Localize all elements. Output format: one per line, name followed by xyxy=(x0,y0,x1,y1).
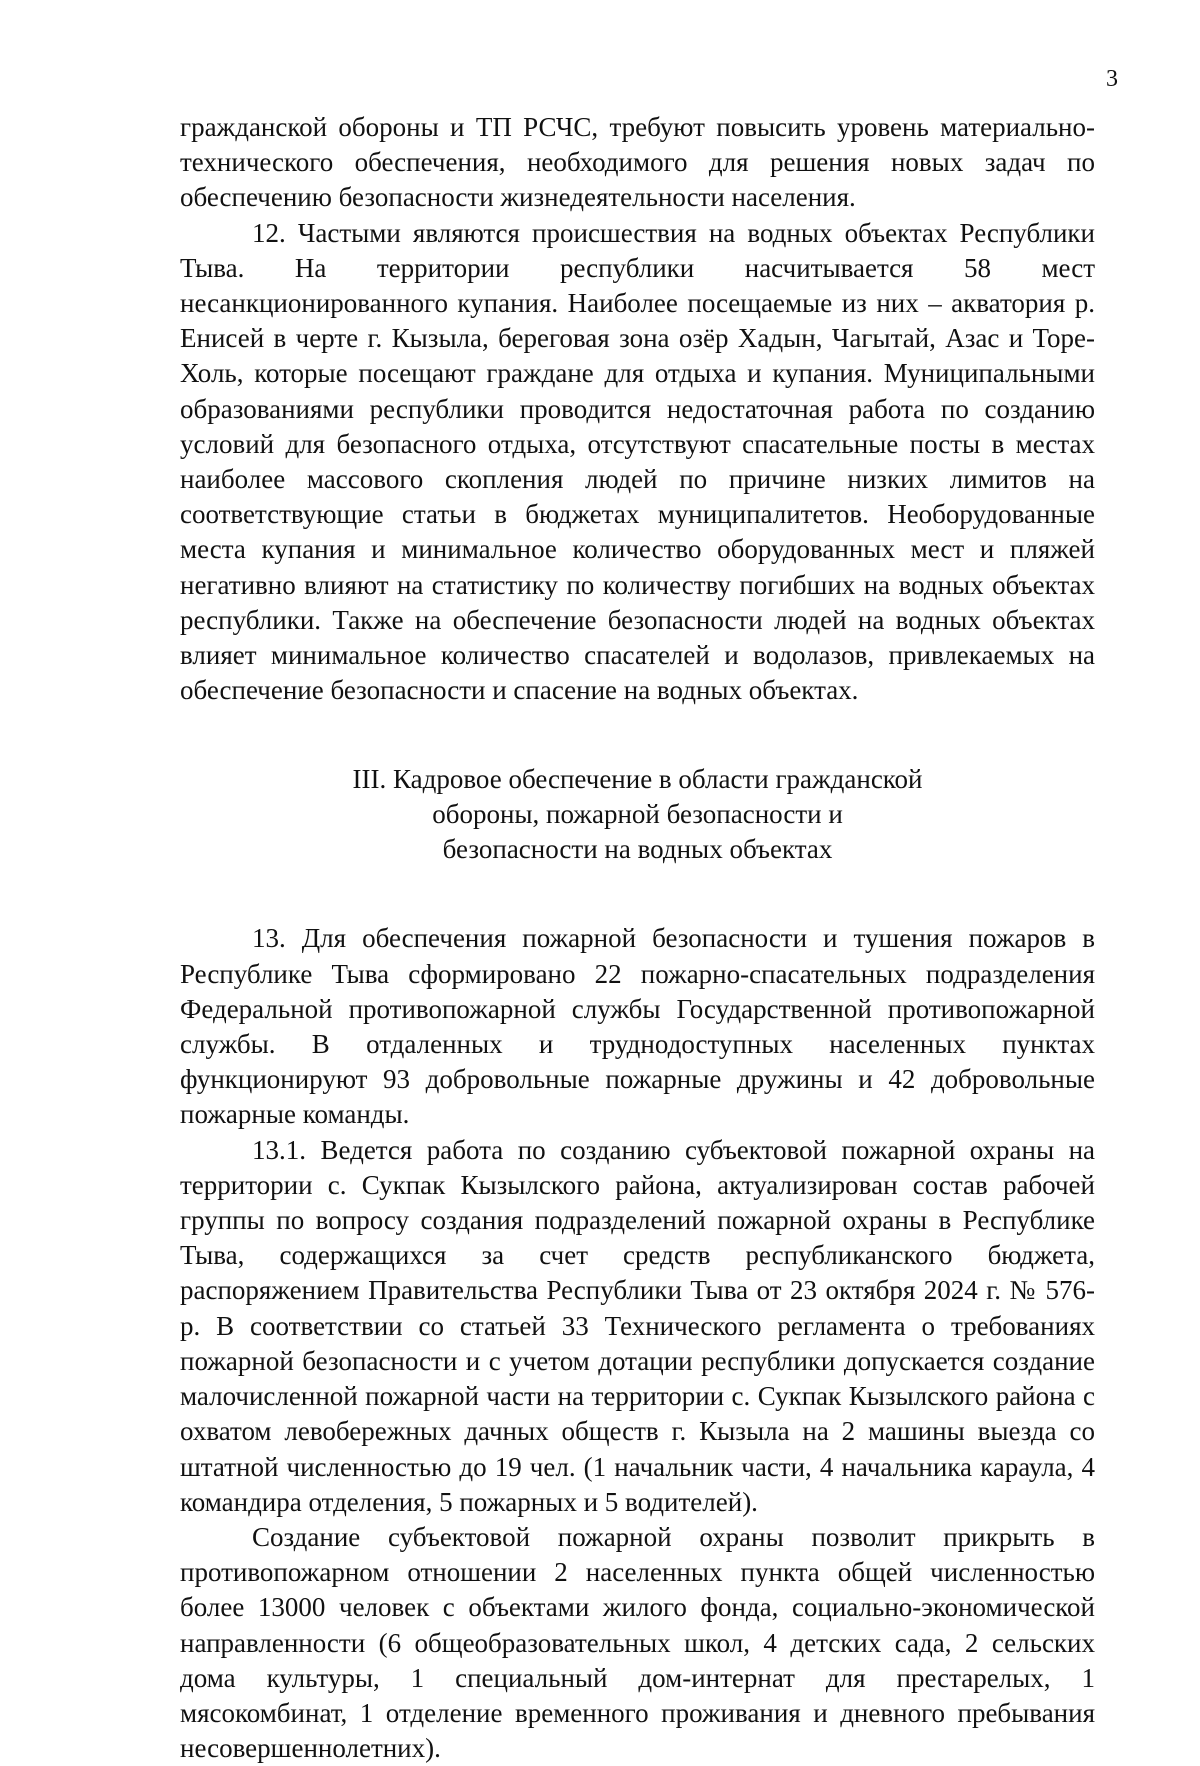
paragraph-12: 12. Частыми являются происшествия на водных объектах Республики Тыва. На территории республики насчитывается 58 мест несанкционированного купания. Наиболее посещаемые из них – акватория р. Енисей в черте г. Кызыла, береговая зона озёр Хадын, Чагытай, Азас и Торе-Холь, которые посещают граждане для отдыха и купания. Муниципальными образованиями республики проводится недостаточная работа по созданию условий для безопасного отдыха, отсутствуют спасательные посты в местах наиболее массового скопления людей по причине низких лимитов на соответствующие статьи в бюджетах муниципалитетов. Необорудованные места купания и минимальное количество оборудованных мест и пляжей негативно влияют на статистику по количеству погибших на водных объектах республики. Также на обеспечение безопасности людей на водных объектах влияет минимальное количество спасателей и водолазов, привлекаемых на обеспечение безопасности и спасение на водных объектах. xyxy=(180,217,1095,706)
section-heading-line: III. Кадровое обеспечение в области гражданской xyxy=(352,764,923,795)
paragraph-continuation: гражданской обороны и ТП РСЧС, требуют повысить уровень материально-технического обеспечения, необходимого для решения новых задач по обеспечению безопасности жизнедеятельности населения. xyxy=(180,112,1095,213)
paragraph-fire-protection-coverage: Создание субъектовой пожарной охраны позволит прикрыть в противопожарном отношении 2 населенных пункта общей численностью более 13000 человек с объектами жилого фонда, социально-экономической направленности (6 общеобразовательных школ, 4 детских сада, 2 сельских дома культуры, 1 специальный дом-интернат для престарелых, 1 мясокомбинат, 1 отделение временного проживания и дневного пребывания несовершеннолетних). xyxy=(180,1521,1095,1764)
paragraph-13: 13. Для обеспечения пожарной безопасности и тушения пожаров в Республике Тыва сформировано 22 пожарно-спасательных подразделения Федеральной противопожарной службы Государственной противопожарной службы. В отдаленных и труднодоступных населенных пунктах функционируют 93 добровольные пожарные дружины и 42 добровольные пожарные команды. xyxy=(180,923,1095,1130)
section-heading xyxy=(180,762,1095,867)
section-heading-line: обороны, пожарной безопасности и xyxy=(432,799,843,830)
paragraph-13-1: 13.1. Ведется работа по созданию субъектовой пожарной охраны на территории с. Сукпак Кызылского района, актуализирован состав рабочей группы по вопросу создания подразделений пожарной охраны в Республике Тыва, содержащихся за счет средств республиканского бюджета, распоряжением Правительства Республики Тыва от 23 октября 2024 г. № 576-р. В соответствии со статьей 33 Технического регламента о требованиях пожарной безопасности и с учетом дотации республики допускается создание малочисленной пожарной части на территории с. Сукпак Кызылского района с охватом левобережных дачных обществ г. Кызыла на 2 машины выезда со штатной численностью до 19 чел. (1 начальник части, 4 начальника караула, 4 командира отделения, 5 пожарных и 5 водителей). xyxy=(180,1134,1095,1517)
document-body xyxy=(180,110,1095,1766)
page-number: 3 xyxy=(1106,66,1118,92)
section-heading-line: безопасности на водных объектах xyxy=(442,834,833,865)
